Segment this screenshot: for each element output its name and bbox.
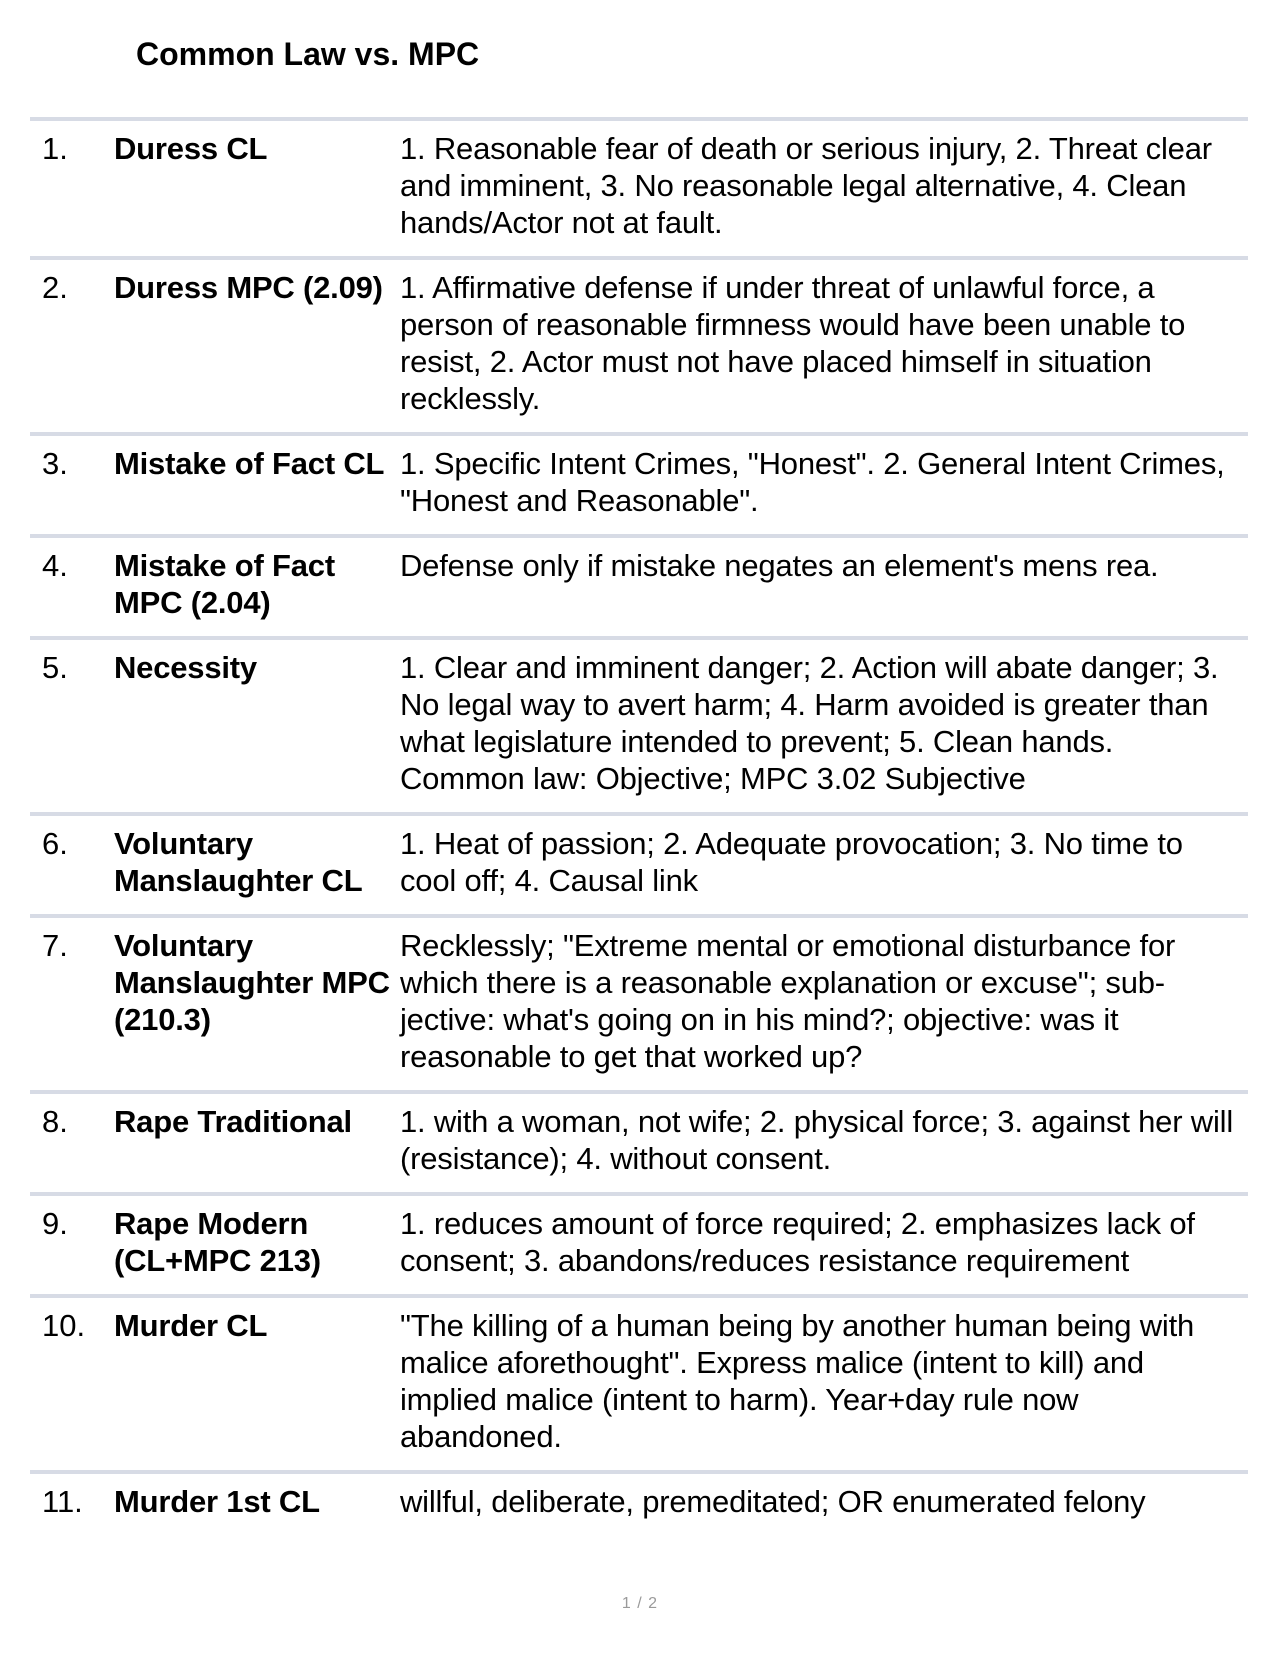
card-definition: 1. with a woman, not wife; 2. physical force; 3. against her will (resistance); 4. without consent. bbox=[400, 1104, 1234, 1176]
card-definition: 1. Clear and imminent danger; 2. Action will abate danger; 3. No legal way to avert harm; 4. Harm avoided is greater than what legislature intended to prevent; 5. Clean hands. Common law: Objective; MPC 3.02 Subjective bbox=[400, 650, 1219, 796]
card-definition: Recklessly; "Extreme mental or emotional disturbance for which there is a reasonable explanation or excuse"; sub-jective: what's going on in his mind?; objective: was it reasonable to get that worked up? bbox=[400, 928, 1176, 1074]
page-indicator: 1 / 2 bbox=[621, 1595, 659, 1612]
card-term: Duress MPC (2.09) bbox=[114, 270, 383, 305]
card-term: Voluntary Manslaughter MPC (210.3) bbox=[114, 928, 390, 1037]
card-number: 4. bbox=[42, 548, 68, 583]
card-number: 6. bbox=[42, 826, 68, 861]
card-definition: Defense only if mistake negates an element's mens rea. bbox=[400, 548, 1159, 583]
card-row[interactable] bbox=[30, 812, 1248, 914]
card-definition: 1. Specific Intent Crimes, "Honest". 2. General Intent Crimes, "Honest and Reasonable". bbox=[400, 446, 1225, 518]
card-number: 9. bbox=[42, 1206, 68, 1241]
card-number: 1. bbox=[42, 131, 68, 166]
card-row[interactable] bbox=[30, 534, 1248, 636]
card-row[interactable] bbox=[30, 1294, 1248, 1470]
card-term: Mistake of Fact MPC (2.04) bbox=[114, 548, 335, 620]
card-number: 5. bbox=[42, 650, 68, 685]
card-term: Duress CL bbox=[114, 131, 268, 166]
card-definition: 1. reduces amount of force required; 2. emphasizes lack of consent; 3. abandons/reduces resistance requirement bbox=[400, 1206, 1195, 1278]
card-term: Voluntary Manslaughter CL bbox=[114, 826, 363, 898]
card-row[interactable] bbox=[30, 256, 1248, 432]
card-row[interactable] bbox=[30, 432, 1248, 534]
card-term: Murder 1st CL bbox=[114, 1484, 320, 1519]
card-row[interactable] bbox=[30, 117, 1248, 256]
card-definition: 1. Reasonable fear of death or serious injury, 2. Threat clear and imminent, 3. No reasonable legal alternative, 4. Clean hands/Actor not at fault. bbox=[400, 131, 1212, 240]
card-row[interactable] bbox=[30, 914, 1248, 1090]
card-term: Rape Traditional bbox=[114, 1104, 352, 1139]
card-row[interactable] bbox=[30, 1090, 1248, 1192]
card-term: Murder CL bbox=[114, 1308, 268, 1343]
card-term: Necessity bbox=[114, 650, 257, 685]
card-definition: "The killing of a human being by another human being with malice aforethought". Express malice (intent to kill) and implied malice (intent to harm). Year+day rule now abandoned. bbox=[400, 1308, 1195, 1454]
card-number: 11. bbox=[42, 1484, 83, 1519]
card-row[interactable] bbox=[30, 1192, 1248, 1294]
card-row[interactable] bbox=[30, 1470, 1248, 1535]
card-number: 3. bbox=[42, 446, 68, 481]
card-term: Mistake of Fact CL bbox=[114, 446, 385, 481]
card-number: 7. bbox=[42, 928, 68, 963]
flashcard-list bbox=[30, 117, 1248, 1535]
card-definition: 1. Affirmative defense if under threat of unlawful force, a person of reasonable firmness would have been unable to resist, 2. Actor must not have placed himself in situation recklessly. bbox=[400, 270, 1186, 416]
card-number: 10. bbox=[42, 1308, 86, 1343]
page-title: Common Law vs. MPC bbox=[136, 36, 480, 72]
card-number: 2. bbox=[42, 270, 68, 305]
card-definition: 1. Heat of passion; 2. Adequate provocation; 3. No time to cool off; 4. Causal link bbox=[400, 826, 1183, 898]
card-row[interactable] bbox=[30, 636, 1248, 812]
card-definition: willful, deliberate, premeditated; OR enumerated felony bbox=[400, 1484, 1146, 1519]
card-number: 8. bbox=[42, 1104, 68, 1139]
card-term: Rape Modern (CL+MPC 213) bbox=[114, 1206, 321, 1278]
